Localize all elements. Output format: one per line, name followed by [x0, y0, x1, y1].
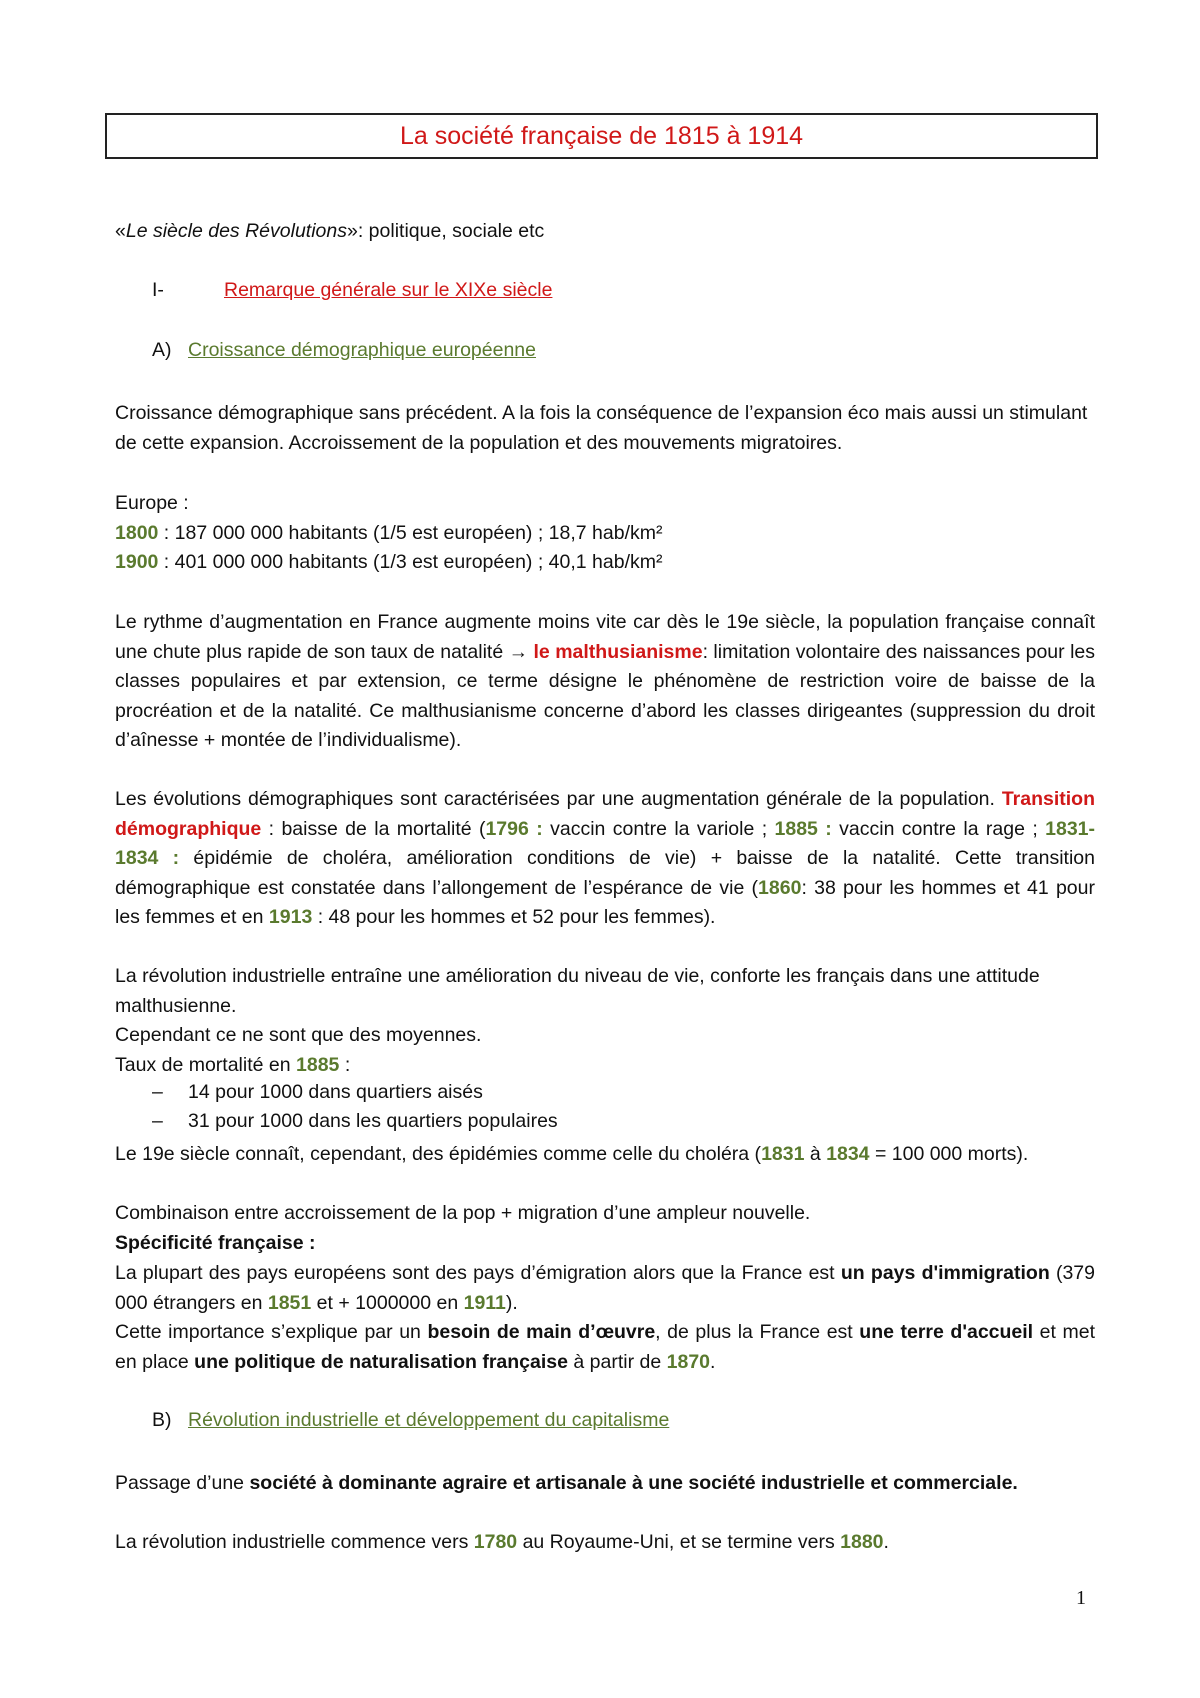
year-1860: 1860 — [758, 876, 802, 899]
p11-text-2: au Royaume-Uni, et se termine vers — [517, 1531, 841, 1553]
p8-text-4: ). — [505, 1291, 518, 1314]
p9-bold-3: une politique de naturalisation française — [194, 1350, 568, 1373]
list-item: 14 pour 1000 dans quartiers aisés — [188, 1081, 483, 1103]
p9-text-5: . — [710, 1350, 716, 1373]
section-b-number: B) — [152, 1409, 172, 1431]
p3-text-2: : baisse de la mortalité ( — [261, 817, 486, 840]
p8-text-3: et + 1000000 en — [311, 1291, 464, 1314]
p9-bold-1: besoin de main d’œuvre — [427, 1321, 656, 1343]
intro-line — [115, 217, 1095, 247]
p3-text-1: Les évolutions démographiques sont caractérisées par une augmentation générale de la population. — [115, 788, 1002, 810]
document-title: La société française de 1815 à 1914 — [399, 121, 804, 150]
paragraph-4: La révolution industrielle entraîne une amélioration du niveau de vie, conforte les français dans une attitude malthusienne. — [115, 965, 1040, 1017]
intro-rest: »: politique, sociale etc — [347, 220, 545, 242]
europe-1900-text: : 401 000 000 habitants (1/3 est européen) ; 40,1 hab/km² — [158, 551, 663, 573]
p10-bold-1: société à dominante agraire et artisanale à une société industrielle et commerciale. — [249, 1472, 1018, 1494]
p9-text-4: à partir de — [567, 1350, 667, 1373]
year-1870: 1870 — [666, 1350, 711, 1373]
p3-text-4: vaccin contre la rage ; — [831, 817, 1046, 840]
transition-term: Transition démographique — [115, 788, 1095, 840]
p2-text-2: : limitation volontaire des naissances pour les classes populaires et par extension, ce terme désigne le phénomène de restriction voire de baisse de la procréation et de la natalité. Ce malthusianisme concerne d’abord les classes dirigeantes (suppression du droit d’aînesse + montée de l’individualisme). — [115, 640, 1095, 751]
p3-text-5: épidémie de choléra, amélioration conditions de vie) + baisse de la natalité. Cette transition démographique est constatée dans l’allongement de l’espérance de vie ( — [115, 847, 1095, 899]
year-1851: 1851 — [267, 1291, 312, 1314]
section-b-title: Révolution industrielle et développement du capitalisme — [188, 1409, 670, 1431]
year-1780: 1780 — [473, 1531, 518, 1553]
list-bullet: – — [152, 1081, 163, 1103]
p6-text-1: Le 19e siècle connaît, cependant, des épidémies comme celle du choléra ( — [115, 1143, 762, 1165]
europe-1800-line — [115, 519, 1095, 549]
year-1885-mortality: 1885 — [296, 1054, 340, 1076]
year-1831-1834: 1831-1834 : — [115, 817, 1096, 869]
section-a-number: A) — [152, 339, 172, 361]
list-bullet: – — [152, 1110, 163, 1132]
europe-block — [115, 489, 1095, 578]
list-item: 31 pour 1000 dans les quartiers populaires — [188, 1110, 558, 1132]
p11-text-1: La révolution industrielle commence vers — [115, 1531, 474, 1553]
paragraph-7: Combinaison entre accroissement de la pop + migration d’une ampleur nouvelle. — [115, 1202, 811, 1224]
paragraph-9 — [115, 1318, 1095, 1377]
paragraph-6 — [115, 1140, 1095, 1170]
year-1880: 1880 — [840, 1531, 884, 1553]
year-1885: 1885 : — [774, 817, 832, 840]
year-1800: 1800 — [115, 521, 159, 544]
year-1834: 1834 — [826, 1143, 870, 1165]
paragraph-11 — [115, 1528, 1095, 1558]
paragraph-2 — [115, 608, 1095, 756]
specificite-heading: Spécificité française : — [115, 1232, 316, 1254]
year-1831: 1831 — [761, 1143, 805, 1165]
p9-text-2: , de plus la France est — [655, 1321, 860, 1343]
europe-1900-line — [115, 548, 1095, 578]
p3-text-6: : 38 pour les hommes et 41 pour les femmes et en — [115, 876, 1095, 928]
p8-text-1: La plupart des pays européens sont des pays d’émigration alors que la France est — [115, 1262, 841, 1284]
p10-text-1: Passage d’une — [115, 1472, 250, 1494]
section-i-title: Remarque générale sur le XIXe siècle — [224, 279, 553, 301]
paragraph-8 — [115, 1259, 1095, 1318]
section-a-title: Croissance démographique européenne — [188, 339, 536, 361]
p9-text-3: et met en place — [115, 1321, 1095, 1373]
p8-text-2: (379 000 étrangers en — [115, 1262, 1096, 1314]
p2-text-1: Le rythme d’augmentation en France augmente moins vite car dès le 19e siècle, la population française connaît une chute plus rapide de son taux de natalité → — [115, 611, 1095, 663]
paragraph-10 — [115, 1469, 1095, 1499]
year-1911: 1911 — [463, 1291, 506, 1314]
p3-text-3: vaccin contre la variole ; — [542, 817, 775, 840]
p8-bold-1: un pays d'immigration — [840, 1262, 1050, 1284]
europe-label: Europe : — [115, 492, 189, 514]
section-i-number: I- — [152, 279, 164, 301]
year-1796: 1796 : — [485, 817, 543, 840]
paragraph-3 — [115, 785, 1095, 933]
mortality-label-text: Taux de mortalité en — [115, 1054, 297, 1076]
intro-open-quote: « — [115, 220, 126, 242]
intro-italic: Le siècle des Révolutions — [125, 220, 347, 242]
p9-bold-2: une terre d'accueil — [859, 1321, 1034, 1343]
p6-text-3: = 100 000 morts). — [869, 1143, 1029, 1165]
europe-1800-text: : 187 000 000 habitants (1/5 est européen) ; 18,7 hab/km² — [158, 521, 663, 544]
p9-text-1: Cette importance s’explique par un — [115, 1321, 428, 1343]
p6-text-2: à — [804, 1143, 827, 1165]
p3-text-7: : 48 pour les hommes et 52 pour les femmes). — [312, 906, 716, 928]
title-box — [105, 113, 1098, 159]
mortality-label-colon: : — [339, 1054, 351, 1076]
year-1900: 1900 — [115, 551, 159, 573]
mortality-label — [115, 1051, 1095, 1081]
year-1913: 1913 — [268, 906, 313, 928]
paragraph-1: Croissance démographique sans précédent. A la fois la conséquence de l’expansion éco mais aussi un stimulant de cette expansion. Accroissement de la population et des mouvements migratoires. — [115, 402, 1088, 454]
p11-text-3: . — [883, 1531, 889, 1553]
paragraph-5: Cependant ce ne sont que des moyennes. — [115, 1024, 482, 1046]
malthusianisme-term: le malthusianisme — [533, 640, 703, 663]
page-number: 1 — [1076, 1587, 1086, 1609]
